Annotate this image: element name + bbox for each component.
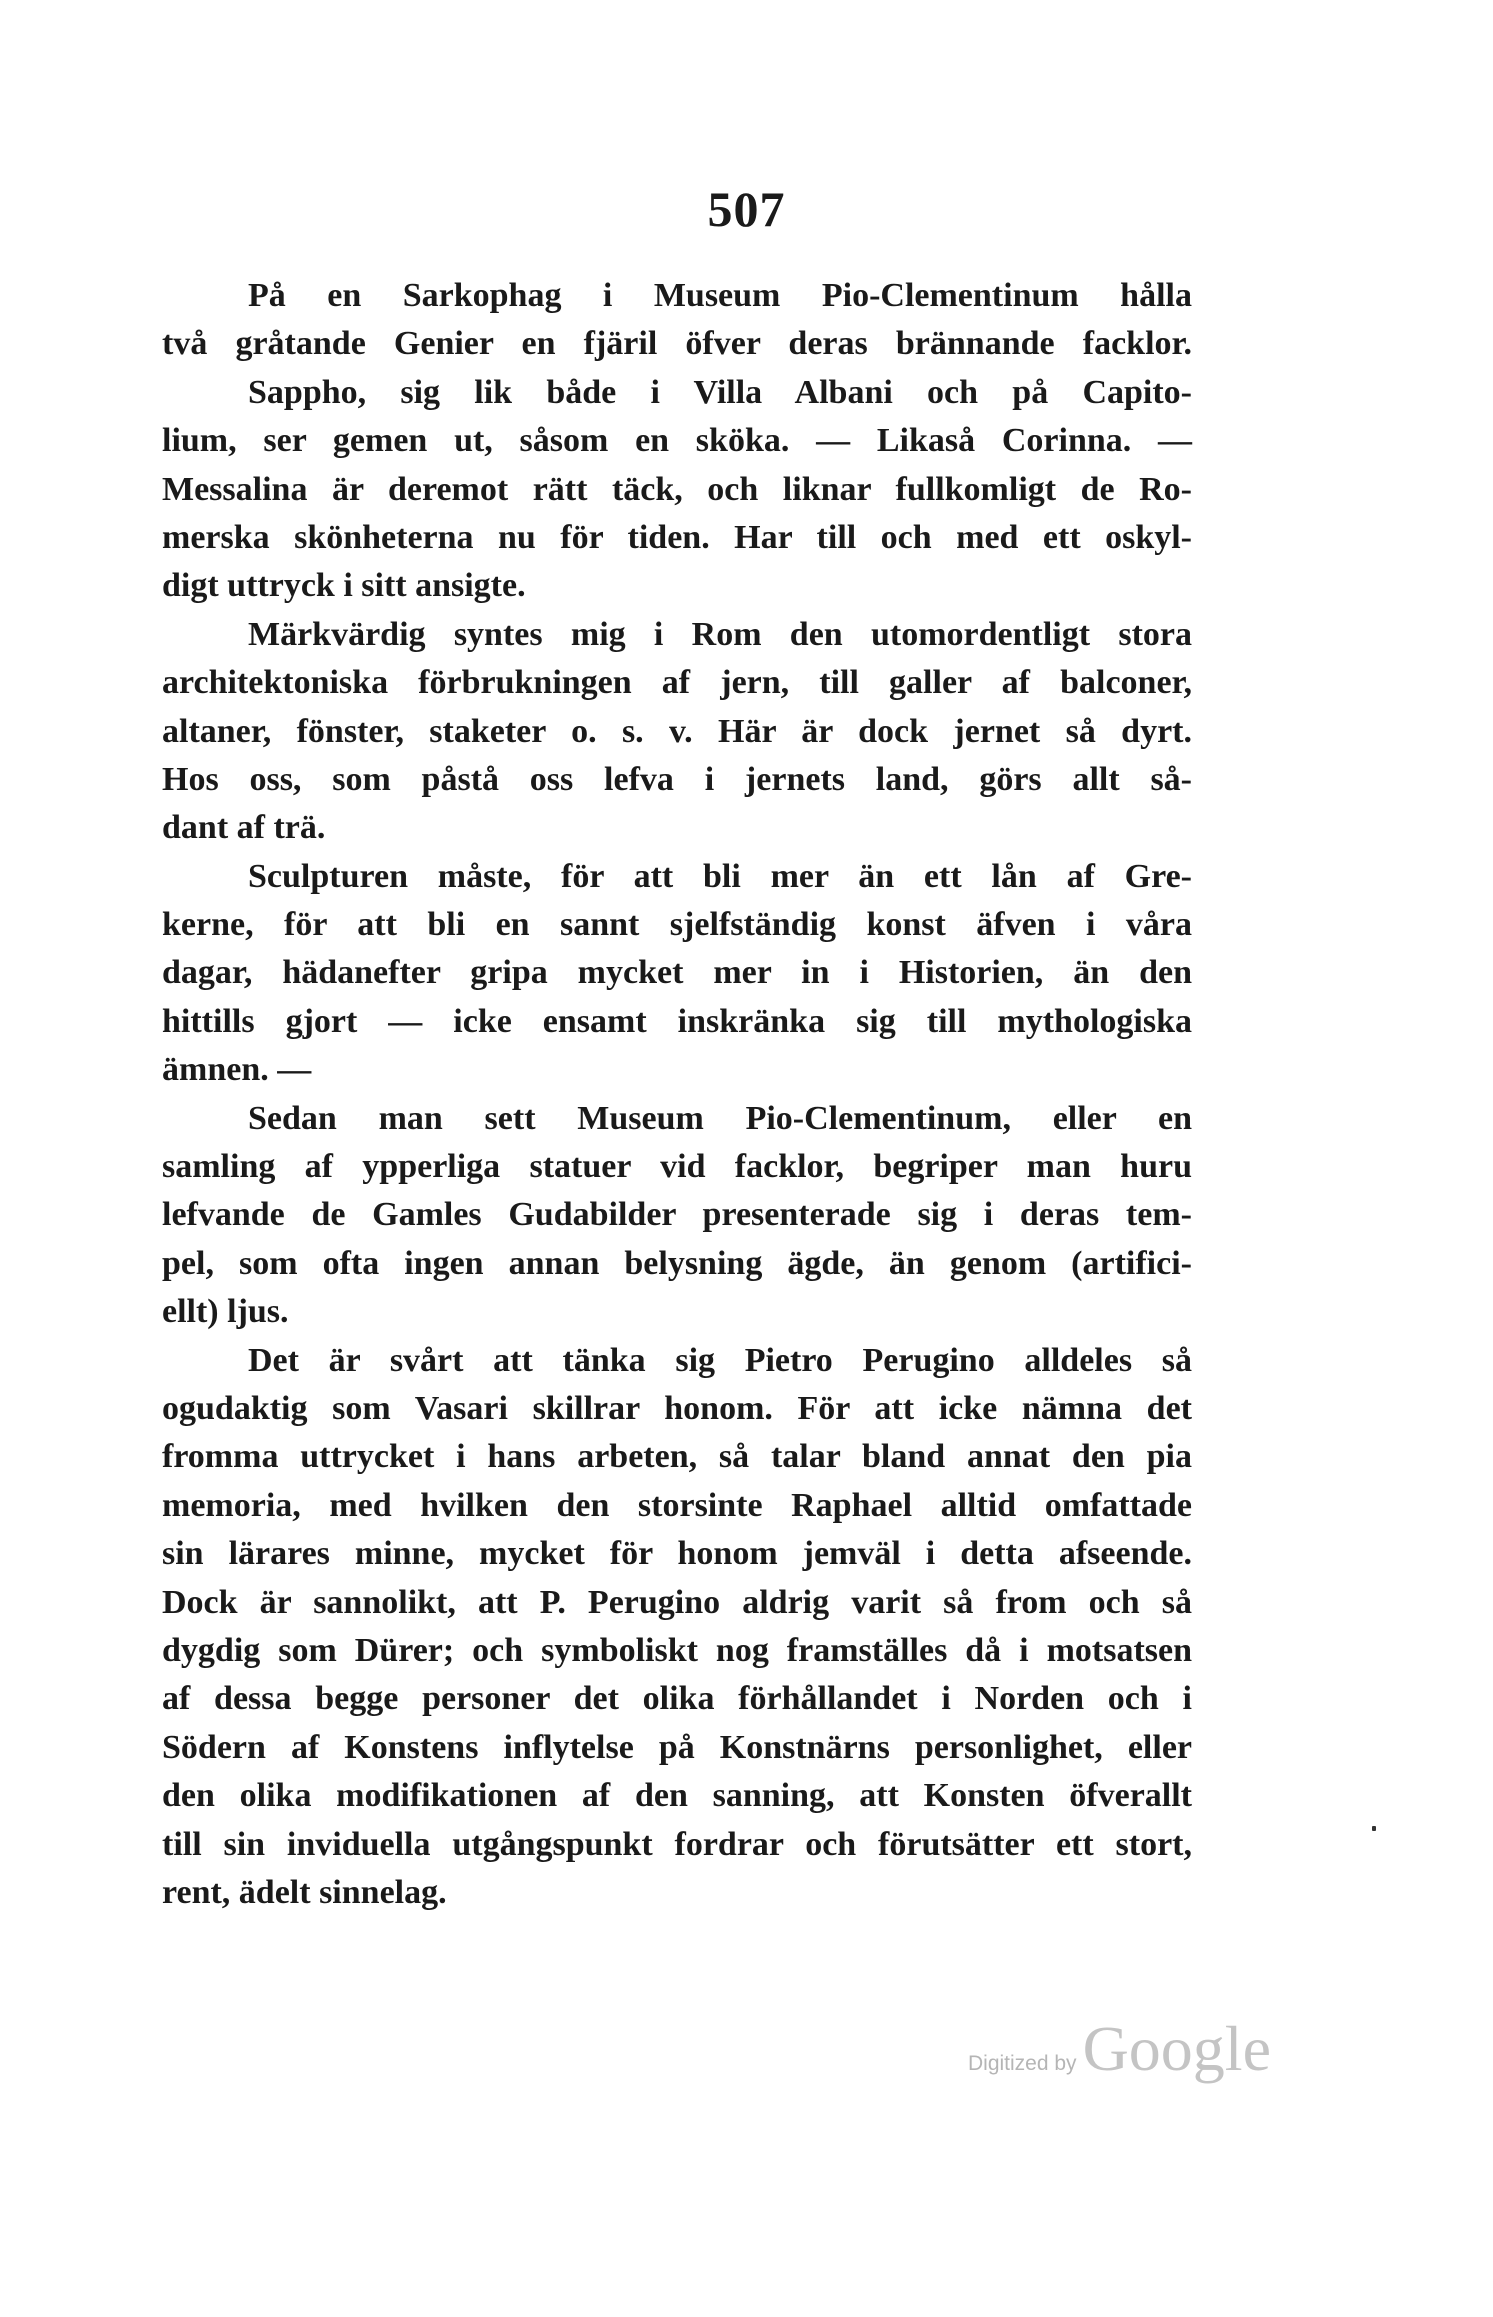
- text-line: Hos oss, som påstå oss lefva i jernets land, görs allt så-: [162, 760, 1192, 798]
- text-line: kerne, för att bli en sannt sjelfständig konst äfven i våra: [162, 906, 1192, 944]
- text-line: Södern af Konstens inflytelse på Konstnärns personlighet, eller: [162, 1728, 1192, 1766]
- digitized-by-label: Digitized by: [968, 2052, 1077, 2075]
- text-line: Det är svårt att tänka sig Pietro Perugino alldeles så: [248, 1341, 1192, 1379]
- text-line: Sculpturen måste, för att bli mer än ett lån af Gre-: [248, 857, 1192, 895]
- page-number: 507: [707, 181, 786, 237]
- text-line: dygdig som Dürer; och symboliskt nog framställes då i motsatsen: [162, 1631, 1192, 1669]
- text-line: den olika modifikationen af den sanning, att Konsten öfverallt: [162, 1777, 1192, 1815]
- text-line: ellt) ljus.: [162, 1293, 289, 1331]
- text-line: architektoniska förbrukningen af jern, till galler af balconer,: [162, 664, 1192, 702]
- text-line: digt uttryck i sitt ansigte.: [162, 567, 526, 605]
- text-line: På en Sarkophag i Museum Pio-Clementinum hålla: [248, 277, 1192, 314]
- text-line: två gråtande Genier en fjäril öfver deras brännande facklor.: [162, 325, 1192, 363]
- text-line: fromma uttrycket i hans arbeten, så talar bland annat den pia: [162, 1438, 1192, 1476]
- text-line: till sin inviduella utgångspunkt fordrar och förutsätter ett stort,: [162, 1825, 1192, 1863]
- text-line: dagar, hädanefter gripa mycket mer in i Historien, än den: [162, 954, 1192, 992]
- digitized-by-watermark: [968, 2012, 1271, 2092]
- text-line: Messalina är deremot rätt täck, och liknar fullkomligt de Ro-: [162, 470, 1192, 508]
- text-line: Sedan man sett Museum Pio-Clementinum, eller en: [248, 1099, 1192, 1137]
- text-line: dant af trä.: [162, 809, 326, 847]
- text-line: Dock är sannolikt, att P. Perugino aldrig varit så from och så: [162, 1583, 1192, 1621]
- text-line: memoria, med hvilken den storsinte Raphael alltid omfattade: [162, 1486, 1192, 1524]
- text-line: ämnen. —: [162, 1051, 312, 1089]
- google-logo: Google: [1082, 2013, 1271, 2084]
- body-text: [162, 272, 1192, 1917]
- text-line: rent, ädelt sinnelag.: [162, 1873, 447, 1911]
- text-line: lefvande de Gamles Gudabilder presenterade sig i deras tem-: [162, 1196, 1192, 1234]
- text-line: pel, som ofta ingen annan belysning ägde, än genom (artifici-: [162, 1244, 1192, 1282]
- text-line: lium, ser gemen ut, såsom en sköka. — Likaså Corinna. —: [162, 422, 1192, 460]
- text-line: samling af ypperliga statuer vid facklor, begriper man huru: [162, 1148, 1192, 1186]
- text-line: sin lärares minne, mycket för honom jemväl i detta afseende.: [162, 1535, 1192, 1573]
- text-line: ogudaktig som Vasari skillrar honom. För att icke nämna det: [162, 1389, 1192, 1427]
- text-line: altaner, fönster, staketer o. s. v. Här är dock jernet så dyrt.: [162, 712, 1192, 750]
- text-line: merska skönheterna nu för tiden. Har till och med ett oskyl-: [162, 518, 1192, 556]
- text-line: Märkvärdig syntes mig i Rom den utomordentligt stora: [248, 615, 1192, 653]
- text-line: hittills gjort — icke ensamt inskränka sig till mythologiska: [162, 1002, 1192, 1040]
- text-line: Sappho, sig lik både i Villa Albani och på Capito-: [248, 373, 1192, 411]
- ink-speck: [1372, 1826, 1376, 1831]
- text-line: af dessa begge personer det olika förhållandet i Norden och i: [162, 1680, 1192, 1718]
